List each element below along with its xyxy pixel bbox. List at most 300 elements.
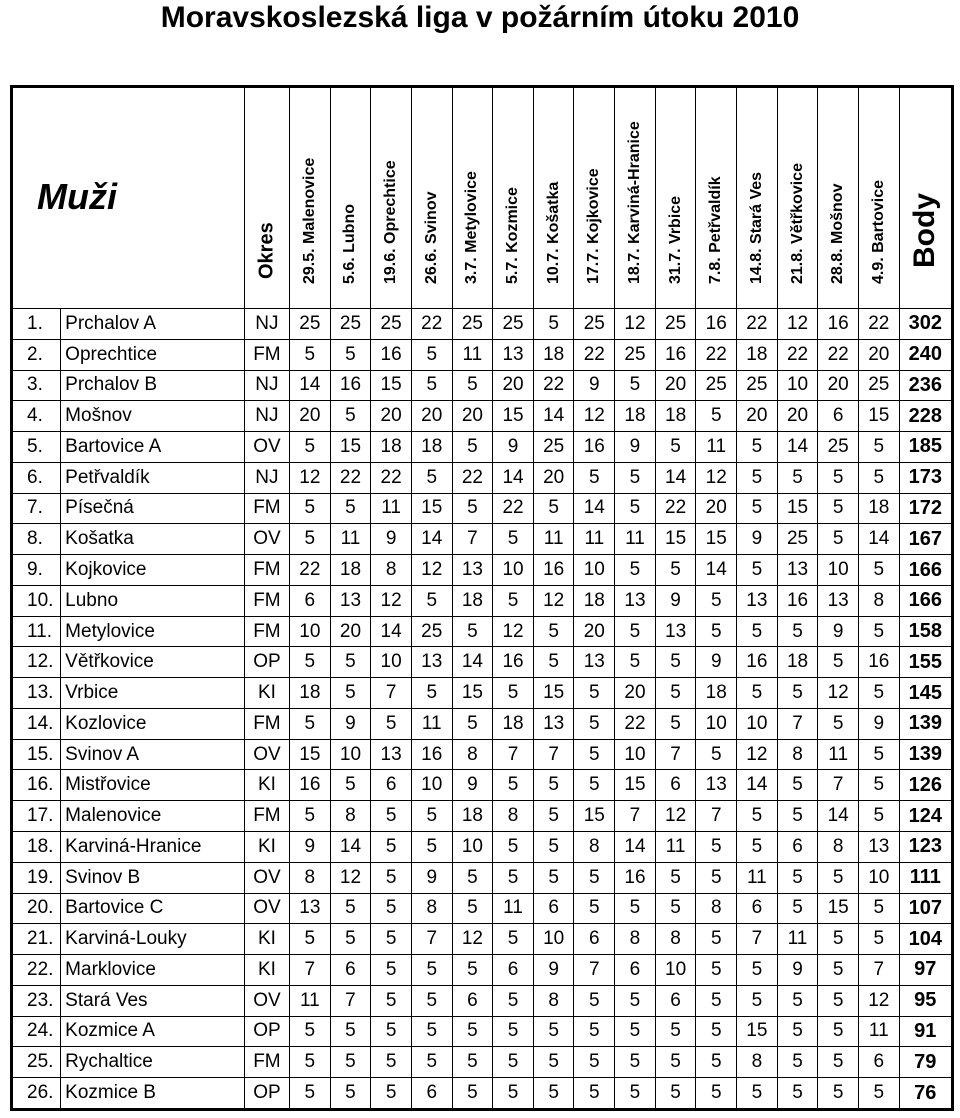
score-cell: 5 — [330, 1016, 371, 1047]
rank-cell: 5. — [12, 432, 61, 463]
score-cell: 5 — [290, 1047, 331, 1078]
round-header-label: 26.6. Svinov — [422, 191, 440, 284]
score-cell: 6 — [858, 1047, 899, 1078]
team-name-cell: Větřkovice — [61, 647, 245, 678]
score-cell: 7 — [411, 924, 452, 955]
round-header-label: 29.5. Malenovice — [300, 157, 318, 284]
rank-cell: 23. — [12, 985, 61, 1016]
rank-cell: 14. — [12, 708, 61, 739]
score-cell: 5 — [574, 985, 615, 1016]
score-cell: 14 — [655, 462, 696, 493]
score-cell: 20 — [696, 493, 737, 524]
score-cell: 18 — [371, 432, 412, 463]
okres-cell: OV — [244, 862, 289, 893]
rank-cell: 20. — [12, 893, 61, 924]
rank-cell: 15. — [12, 739, 61, 770]
score-cell: 5 — [615, 1078, 656, 1110]
score-cell: 16 — [737, 647, 778, 678]
rank-cell: 22. — [12, 955, 61, 986]
score-cell: 5 — [290, 1016, 331, 1047]
score-cell: 8 — [655, 924, 696, 955]
score-cell: 12 — [290, 462, 331, 493]
table-row — [12, 401, 953, 432]
score-cell: 7 — [858, 955, 899, 986]
score-cell: 25 — [330, 309, 371, 340]
score-cell: 5 — [777, 893, 818, 924]
total-points-cell: 240 — [899, 339, 952, 370]
score-cell: 5 — [290, 647, 331, 678]
total-points-cell: 155 — [899, 647, 952, 678]
score-cell: 6 — [737, 893, 778, 924]
score-cell: 16 — [858, 647, 899, 678]
score-cell: 5 — [737, 955, 778, 986]
score-cell: 25 — [615, 339, 656, 370]
score-cell: 5 — [371, 1047, 412, 1078]
total-points-cell: 107 — [899, 893, 952, 924]
score-cell: 5 — [411, 462, 452, 493]
score-cell: 22 — [777, 339, 818, 370]
score-cell: 13 — [493, 339, 534, 370]
score-cell: 12 — [411, 555, 452, 586]
score-cell: 25 — [371, 309, 412, 340]
score-cell: 15 — [696, 524, 737, 555]
score-cell: 9 — [371, 524, 412, 555]
rank-cell: 7. — [12, 493, 61, 524]
score-cell: 5 — [493, 832, 534, 863]
okres-cell: OP — [244, 1078, 289, 1110]
round-header-label: 17.7. Kojkovice — [585, 168, 603, 284]
score-cell: 11 — [737, 862, 778, 893]
score-cell: 5 — [655, 432, 696, 463]
total-points-cell: 76 — [899, 1078, 952, 1110]
table-row — [12, 862, 953, 893]
team-name-cell: Metylovice — [61, 616, 245, 647]
round-header — [330, 87, 371, 309]
score-cell: 14 — [574, 493, 615, 524]
score-cell: 5 — [290, 493, 331, 524]
score-cell: 9 — [737, 524, 778, 555]
score-cell: 9 — [818, 616, 859, 647]
score-cell: 5 — [371, 862, 412, 893]
okres-cell: FM — [244, 339, 289, 370]
round-header-label: 14.8. Stará Ves — [747, 171, 765, 284]
score-cell: 5 — [655, 647, 696, 678]
score-cell: 5 — [737, 432, 778, 463]
score-cell: 5 — [696, 862, 737, 893]
score-cell: 10 — [493, 555, 534, 586]
score-cell: 5 — [655, 893, 696, 924]
score-cell: 22 — [533, 370, 574, 401]
rank-cell: 12. — [12, 647, 61, 678]
score-cell: 5 — [411, 585, 452, 616]
score-cell: 25 — [411, 616, 452, 647]
score-cell: 14 — [818, 801, 859, 832]
score-cell: 5 — [696, 955, 737, 986]
score-cell: 10 — [371, 647, 412, 678]
score-cell: 18 — [411, 432, 452, 463]
score-cell: 5 — [858, 678, 899, 709]
score-cell: 9 — [858, 708, 899, 739]
score-cell: 5 — [411, 1047, 452, 1078]
score-cell: 5 — [696, 401, 737, 432]
score-cell: 5 — [330, 1047, 371, 1078]
score-cell: 5 — [493, 524, 534, 555]
score-cell: 7 — [655, 739, 696, 770]
score-cell: 20 — [330, 616, 371, 647]
score-cell: 11 — [818, 739, 859, 770]
score-cell: 11 — [290, 985, 331, 1016]
score-cell: 20 — [533, 462, 574, 493]
table-row — [12, 678, 953, 709]
team-name-cell: Stará Ves — [61, 985, 245, 1016]
team-name-cell: Malenovice — [61, 801, 245, 832]
score-cell: 5 — [696, 1078, 737, 1110]
score-cell: 25 — [858, 370, 899, 401]
score-cell: 11 — [777, 924, 818, 955]
score-cell: 7 — [533, 739, 574, 770]
round-header — [655, 87, 696, 309]
body-header — [899, 87, 952, 309]
score-cell: 5 — [737, 678, 778, 709]
table-row — [12, 432, 953, 463]
score-cell: 25 — [290, 309, 331, 340]
okres-cell: OV — [244, 432, 289, 463]
rank-cell: 9. — [12, 555, 61, 586]
score-cell: 5 — [452, 370, 493, 401]
table-row — [12, 1016, 953, 1047]
score-cell: 5 — [615, 555, 656, 586]
score-cell: 5 — [615, 985, 656, 1016]
round-header — [858, 87, 899, 309]
score-cell: 14 — [290, 370, 331, 401]
table-row — [12, 832, 953, 863]
score-cell: 22 — [655, 493, 696, 524]
score-cell: 9 — [615, 432, 656, 463]
score-cell: 5 — [737, 985, 778, 1016]
rank-cell: 8. — [12, 524, 61, 555]
score-cell: 5 — [452, 493, 493, 524]
score-cell: 5 — [858, 1078, 899, 1110]
score-cell: 5 — [533, 1016, 574, 1047]
score-cell: 16 — [330, 370, 371, 401]
rank-cell: 13. — [12, 678, 61, 709]
okres-cell: OV — [244, 985, 289, 1016]
total-points-cell: 95 — [899, 985, 952, 1016]
table-row — [12, 708, 953, 739]
team-name-cell: Rychaltice — [61, 1047, 245, 1078]
score-cell: 9 — [330, 708, 371, 739]
okres-cell: KI — [244, 832, 289, 863]
score-cell: 9 — [696, 647, 737, 678]
section-label-cell — [12, 87, 245, 309]
score-cell: 9 — [493, 432, 534, 463]
score-cell: 12 — [533, 585, 574, 616]
score-cell: 5 — [452, 893, 493, 924]
score-cell: 5 — [411, 339, 452, 370]
score-cell: 22 — [290, 555, 331, 586]
score-cell: 8 — [696, 893, 737, 924]
score-cell: 13 — [777, 555, 818, 586]
score-cell: 5 — [493, 862, 534, 893]
score-cell: 13 — [574, 647, 615, 678]
score-cell: 8 — [737, 1047, 778, 1078]
score-cell: 12 — [696, 462, 737, 493]
score-cell: 22 — [696, 339, 737, 370]
score-cell: 6 — [818, 401, 859, 432]
score-cell: 15 — [574, 801, 615, 832]
score-cell: 8 — [858, 585, 899, 616]
score-cell: 5 — [818, 985, 859, 1016]
score-cell: 8 — [818, 832, 859, 863]
score-cell: 11 — [696, 432, 737, 463]
score-cell: 5 — [452, 616, 493, 647]
score-cell: 15 — [533, 678, 574, 709]
okres-cell: FM — [244, 493, 289, 524]
round-header — [818, 87, 859, 309]
total-points-cell: 236 — [899, 370, 952, 401]
table-row — [12, 985, 953, 1016]
score-cell: 5 — [574, 739, 615, 770]
score-cell: 14 — [737, 770, 778, 801]
score-cell: 5 — [574, 862, 615, 893]
round-header — [737, 87, 778, 309]
score-cell: 12 — [452, 924, 493, 955]
score-cell: 5 — [452, 708, 493, 739]
score-cell: 5 — [574, 770, 615, 801]
okres-cell: FM — [244, 801, 289, 832]
table-row — [12, 524, 953, 555]
score-cell: 5 — [737, 832, 778, 863]
total-points-cell: 228 — [899, 401, 952, 432]
score-cell: 20 — [290, 401, 331, 432]
score-cell: 20 — [371, 401, 412, 432]
score-cell: 15 — [777, 493, 818, 524]
rank-cell: 17. — [12, 801, 61, 832]
team-name-cell: Mošnov — [61, 401, 245, 432]
score-cell: 12 — [371, 585, 412, 616]
score-cell: 14 — [330, 832, 371, 863]
total-points-cell: 139 — [899, 708, 952, 739]
table-row — [12, 339, 953, 370]
score-cell: 25 — [777, 524, 818, 555]
score-cell: 8 — [533, 985, 574, 1016]
table-row — [12, 309, 953, 340]
total-points-cell: 173 — [899, 462, 952, 493]
score-cell: 22 — [493, 493, 534, 524]
round-header — [696, 87, 737, 309]
team-name-cell: Lubno — [61, 585, 245, 616]
score-cell: 5 — [493, 770, 534, 801]
score-cell: 8 — [330, 801, 371, 832]
score-cell: 5 — [818, 862, 859, 893]
score-cell: 5 — [411, 801, 452, 832]
table-row — [12, 801, 953, 832]
score-cell: 22 — [371, 462, 412, 493]
score-cell: 5 — [777, 1078, 818, 1110]
score-cell: 5 — [737, 616, 778, 647]
score-cell: 5 — [858, 770, 899, 801]
total-points-cell: 124 — [899, 801, 952, 832]
score-cell: 9 — [533, 955, 574, 986]
score-cell: 5 — [330, 339, 371, 370]
score-cell: 18 — [737, 339, 778, 370]
score-cell: 18 — [696, 678, 737, 709]
score-cell: 10 — [452, 832, 493, 863]
score-cell: 5 — [411, 370, 452, 401]
score-cell: 16 — [574, 432, 615, 463]
score-cell: 5 — [777, 770, 818, 801]
score-cell: 5 — [330, 647, 371, 678]
team-name-cell: Kojkovice — [61, 555, 245, 586]
score-cell: 5 — [371, 708, 412, 739]
rank-cell: 18. — [12, 832, 61, 863]
score-cell: 25 — [493, 309, 534, 340]
table-row — [12, 1078, 953, 1110]
score-cell: 7 — [615, 801, 656, 832]
team-name-cell: Písečná — [61, 493, 245, 524]
score-cell: 8 — [411, 893, 452, 924]
score-cell: 13 — [858, 832, 899, 863]
score-cell: 6 — [371, 770, 412, 801]
score-cell: 14 — [411, 524, 452, 555]
score-cell: 7 — [452, 524, 493, 555]
score-cell: 5 — [411, 678, 452, 709]
score-cell: 5 — [615, 1047, 656, 1078]
score-cell: 5 — [574, 678, 615, 709]
table-row — [12, 955, 953, 986]
score-cell: 12 — [493, 616, 534, 647]
score-cell: 15 — [371, 370, 412, 401]
okres-cell: FM — [244, 708, 289, 739]
score-cell: 5 — [696, 585, 737, 616]
team-name-cell: Kozmice B — [61, 1078, 245, 1110]
score-cell: 16 — [533, 555, 574, 586]
score-cell: 7 — [696, 801, 737, 832]
score-cell: 22 — [737, 309, 778, 340]
score-cell: 20 — [452, 401, 493, 432]
team-name-cell: Kozmice A — [61, 1016, 245, 1047]
score-cell: 5 — [818, 708, 859, 739]
score-cell: 8 — [493, 801, 534, 832]
score-cell: 14 — [493, 462, 534, 493]
score-cell: 5 — [858, 924, 899, 955]
score-cell: 5 — [371, 832, 412, 863]
table-row — [12, 462, 953, 493]
team-name-cell: Karviná-Louky — [61, 924, 245, 955]
score-cell: 5 — [290, 524, 331, 555]
score-cell: 6 — [493, 955, 534, 986]
score-cell: 5 — [858, 739, 899, 770]
score-cell: 5 — [655, 862, 696, 893]
score-cell: 5 — [371, 985, 412, 1016]
round-header-label: 7.8. Petřvaldík — [707, 176, 725, 284]
rank-cell: 1. — [12, 309, 61, 340]
score-cell: 20 — [858, 339, 899, 370]
score-cell: 5 — [858, 893, 899, 924]
table-row — [12, 616, 953, 647]
score-cell: 25 — [737, 370, 778, 401]
score-cell: 5 — [330, 678, 371, 709]
score-cell: 20 — [411, 401, 452, 432]
score-cell: 13 — [533, 708, 574, 739]
score-cell: 12 — [655, 801, 696, 832]
score-cell: 18 — [452, 801, 493, 832]
round-header-label: 3.7. Metylovice — [463, 171, 481, 284]
round-header-label: 10.7. Košatka — [544, 181, 562, 284]
score-cell: 5 — [818, 924, 859, 955]
team-name-cell: Košatka — [61, 524, 245, 555]
total-points-cell: 139 — [899, 739, 952, 770]
table-row — [12, 893, 953, 924]
rank-cell: 16. — [12, 770, 61, 801]
score-cell: 15 — [858, 401, 899, 432]
total-points-cell: 302 — [899, 309, 952, 340]
round-header — [493, 87, 534, 309]
score-cell: 18 — [493, 708, 534, 739]
team-name-cell: Marklovice — [61, 955, 245, 986]
score-cell: 5 — [737, 801, 778, 832]
score-cell: 5 — [777, 462, 818, 493]
round-header — [615, 87, 656, 309]
score-cell: 5 — [371, 1016, 412, 1047]
table-row — [12, 647, 953, 678]
table-row — [12, 493, 953, 524]
score-cell: 8 — [452, 739, 493, 770]
table-row — [12, 555, 953, 586]
score-cell: 5 — [330, 493, 371, 524]
score-cell: 7 — [290, 955, 331, 986]
score-cell: 5 — [777, 1047, 818, 1078]
total-points-cell: 185 — [899, 432, 952, 463]
okres-cell: KI — [244, 924, 289, 955]
score-cell: 5 — [818, 493, 859, 524]
score-cell: 7 — [818, 770, 859, 801]
total-points-cell: 97 — [899, 955, 952, 986]
score-cell: 7 — [371, 678, 412, 709]
score-cell: 20 — [574, 616, 615, 647]
score-cell: 5 — [411, 832, 452, 863]
score-cell: 15 — [615, 770, 656, 801]
score-cell: 18 — [452, 585, 493, 616]
score-cell: 5 — [330, 924, 371, 955]
table-row — [12, 770, 953, 801]
okres-cell: FM — [244, 555, 289, 586]
rank-cell: 10. — [12, 585, 61, 616]
score-cell: 6 — [330, 955, 371, 986]
score-cell: 20 — [737, 401, 778, 432]
score-cell: 8 — [615, 924, 656, 955]
score-cell: 22 — [574, 339, 615, 370]
score-cell: 5 — [777, 801, 818, 832]
okres-header — [244, 87, 289, 309]
score-cell: 18 — [574, 585, 615, 616]
score-cell: 11 — [858, 1016, 899, 1047]
score-cell: 7 — [574, 955, 615, 986]
score-cell: 16 — [493, 647, 534, 678]
score-cell: 11 — [452, 339, 493, 370]
score-cell: 10 — [696, 708, 737, 739]
total-points-cell: 111 — [899, 862, 952, 893]
score-cell: 13 — [452, 555, 493, 586]
score-cell: 18 — [615, 401, 656, 432]
score-cell: 5 — [330, 893, 371, 924]
score-cell: 18 — [858, 493, 899, 524]
score-cell: 14 — [777, 432, 818, 463]
score-cell: 9 — [655, 585, 696, 616]
score-cell: 16 — [371, 339, 412, 370]
score-cell: 22 — [330, 462, 371, 493]
score-cell: 5 — [493, 678, 534, 709]
